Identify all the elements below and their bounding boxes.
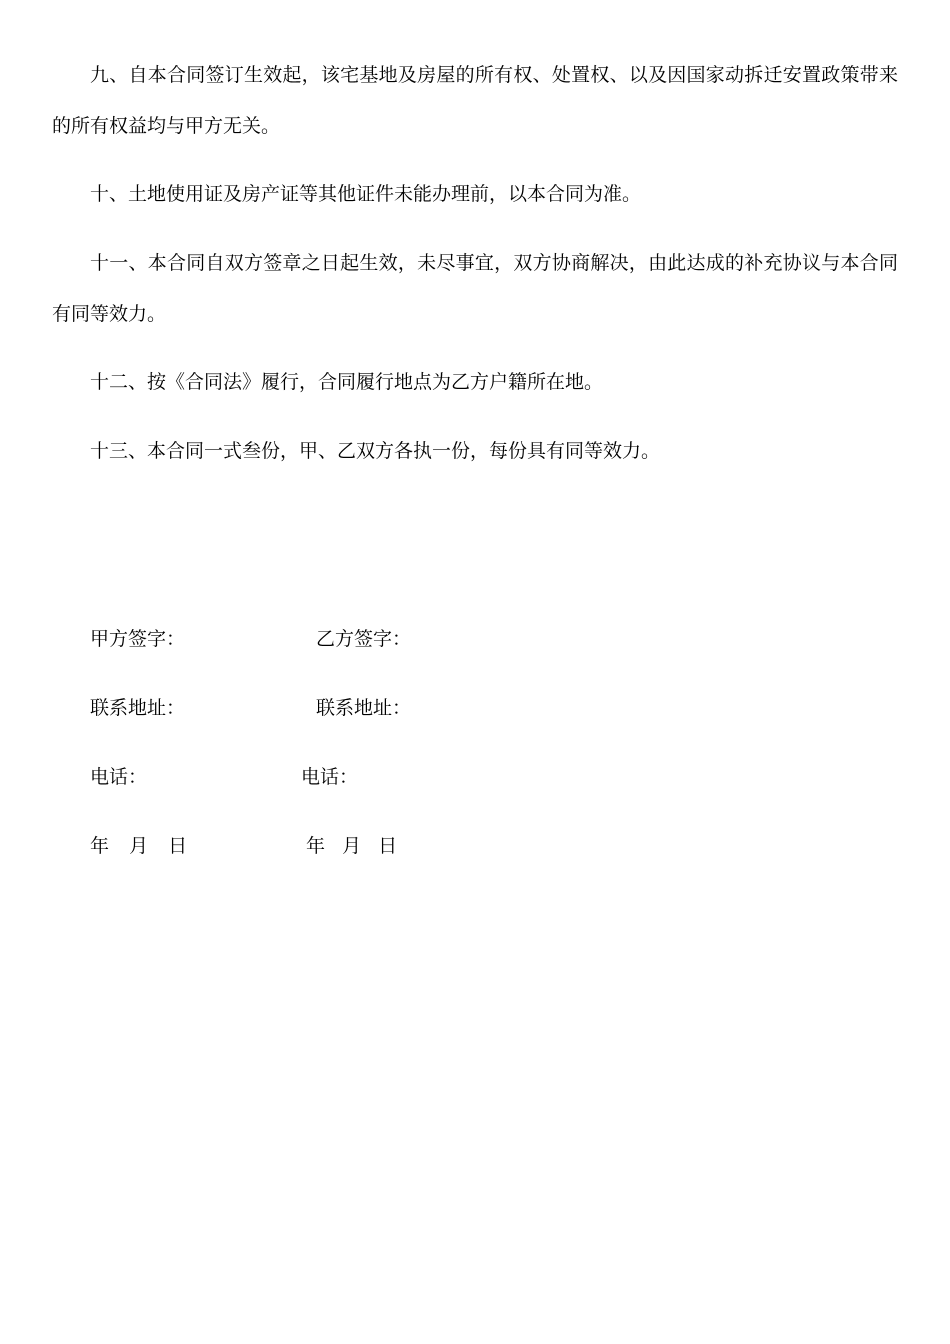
party-a-date (90, 834, 187, 858)
clause-12: 十二、按《合同法》履行，合同履行地点为乙方户籍所在地。 (90, 371, 604, 393)
party-a-date-month: 月 (129, 835, 149, 857)
party-b-date-month: 月 (342, 835, 362, 857)
party-b-date-year: 年 (306, 835, 326, 857)
clause-13: 十三、本合同一式叁份，甲、乙双方各执一份，每份具有同等效力。 (90, 440, 661, 462)
party-a-date-day: 日 (168, 835, 188, 857)
clause-11: 十一、本合同自双方签章之日起生效，未尽事宜，双方协商解决，由此达成的补充协议与本合同有同等效力。 (52, 252, 898, 325)
party-a-date-year: 年 (90, 835, 110, 857)
party-b-date (306, 834, 397, 858)
party-a-sign-label: 甲方签字： (90, 628, 186, 650)
party-a-address-label: 联系地址： (90, 697, 186, 719)
party-b-phone-label: 电话： (301, 766, 359, 788)
party-a-phone-label: 电话： (90, 766, 148, 788)
party-b-address-label: 联系地址： (316, 697, 412, 719)
party-b-sign-label: 乙方签字： (316, 628, 412, 650)
clause-10: 十、土地使用证及房产证等其他证件未能办理前，以本合同为准。 (90, 183, 642, 205)
party-b-date-day: 日 (378, 835, 398, 857)
clause-9: 九、自本合同签订生效起，该宅基地及房屋的所有权、处置权、以及因国家动拆迁安置政策带来的所有权益均与甲方无关。 (52, 64, 898, 137)
